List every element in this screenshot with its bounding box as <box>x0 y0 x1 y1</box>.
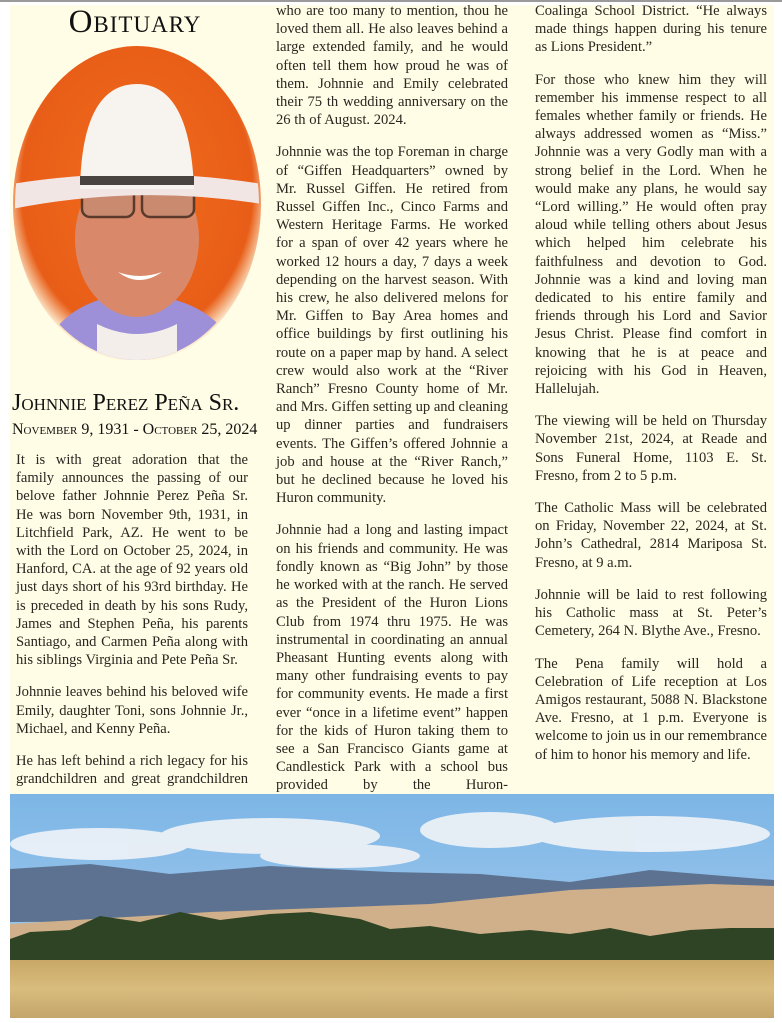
paragraph: Coalinga School District. “He always made things happen during his tenure as Lions President.” <box>535 3 767 56</box>
paragraph: The viewing will be held on Thursday November 21st, 2024, at Reade and Sons Funeral Home, 1103 E. St. Fresno, from 2 to 5 p.m. <box>535 413 767 484</box>
portrait-photo <box>12 44 262 360</box>
life-dates: November 9, 1931 - October 25, 2024 <box>12 421 258 438</box>
paragraph: Johnnie leaves behind his beloved wife Emily, daughter Toni, sons Johnnie Jr., Michael, and Kenny Peña. <box>16 684 248 737</box>
text-column-1 <box>16 451 248 802</box>
landscape-photo <box>10 794 774 1018</box>
paragraph: Johnnie will be laid to rest following his Catholic mass at St. Peter’s Cemetery, 264 N. Blythe Ave., Fresno. <box>535 586 767 640</box>
text-column-2 <box>276 2 508 809</box>
paragraph: Johnnie was the top Foreman in charge of “Giffen Headquarters” owned by Mr. Russel Giffen. He retired from Russel Giffen Inc., Cinco Farms and Western Heritage Farms. He worked for a span of over 42 years where he worked 12 hours a day, 7 days a week depending on the harvest season. With his crew, he also delivered melons for Mr. Giffen to Bay Area homes and office buildings by first outlining his route on a paper map by hand. A select crew would also work at the “River Ranch” Fresno County home of Mr. and Mrs. Giffen setting up and cleaning up dinner parties and fundraisers events. The Giffen’s offered Johnnie a job and house at the “River Ranch,” but he declined because he loved his Huron community. <box>276 144 508 507</box>
deceased-name: Johnnie Perez Peña Sr. <box>12 390 240 416</box>
paragraph: For those who knew him they will remember his immense respect to all females whether family or friends. He always addressed women as “Miss.” Johnnie was a very Godly man with a strong belief in the Lord. When he would make any plans, he would say “Lord willing.” He would often pray aloud while telling others about Jesus which helped him celebrate his faithfulness and devotion to God. Johnnie was a kind and loving man dedicated to his entire family and friends through his Lord and Savior Jesus Christ. Please find comfort in knowing that he is at peace and rejoicing with his God in Heaven, Hallelujah. <box>535 71 767 398</box>
paragraph: He has left behind a rich legacy for his grandchildren and great grandchildren <box>16 753 248 788</box>
paragraph: The Catholic Mass will be celebrated on Friday, November 22, 2024, at St. John’s Cathedral, 2814 Mariposa St. Fresno, at 9 a.m. <box>535 500 767 571</box>
paragraph: Johnnie had a long and lasting impact on his friends and community. He was fondly known as “Big John” by those he worked with at the ranch. He served as the President of the Huron Lions Club from 1974 thru 1975. He was instrumental in coordinating an annual Pheasant Hunting events along with many other fundraising events to pay for community events. He made a first ever “once in a lifetime event” happen for the kids of Huron taking them to see a San Francisco Giants game at Candlestick Park with a school bus provided by the Huron- <box>276 522 508 794</box>
text-column-3 <box>535 2 767 778</box>
paragraph: who are too many to mention, thou he loved them all. He also leaves behind a large extended family, and he would often tell them how proud he was of them. Johnnie and Emily celebrated their 75 th wedding anniversary on the 26 th of August. 2024. <box>276 3 508 129</box>
paragraph: It is with great adoration that the family announces the passing of our belove father Johnnie Perez Peña Sr. He was born November 9th, 1931, in Litchfield Park, AZ. He went to be with the Lord on October 25, 2024, in Hanford, CA. at the age of 92 years old just days short of his 93rd birthday. He is preceded in death by his sons Rudy, James and Stephen Peña, his parents Santiago, and Carmen Peña along with his siblings Virginia and Pete Peña Sr. <box>16 452 248 669</box>
paragraph: The Pena family will hold a Celebration of Life reception at Los Amigos restaurant, 5088 N. Blackstone Ave. Fresno, at 1 p.m. Everyone is welcome to join us in our remembrance of him to honor his memory and life. <box>535 655 767 763</box>
page-title: Obituary <box>68 4 202 40</box>
